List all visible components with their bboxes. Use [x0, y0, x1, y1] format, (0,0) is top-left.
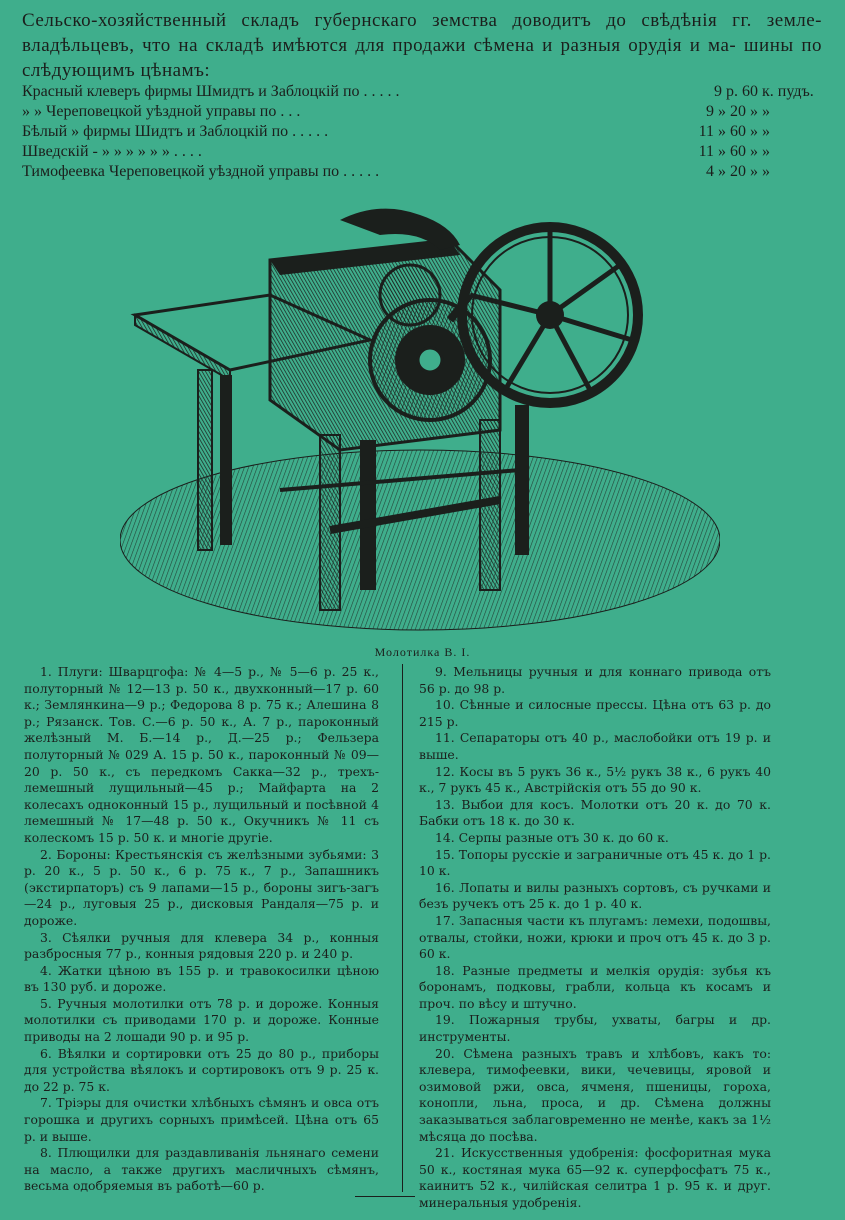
catalog-item: 6. Вѣялки и сортировки отъ 25 до 80 р., приборы для устройства вѣялокъ и сортировокъ отъ 9 р. 25 к. до 22 р. 75 к.	[24, 1045, 379, 1094]
catalog-item: 3. Сѣялки ручныя для клевера 34 р., конныя разбросныя 77 р., конныя рядовыя 220 р. и 240 р.	[24, 929, 379, 962]
catalog-item: 10. Сѣнные и силосные прессы. Цѣна отъ 63 р. до 215 р.	[419, 697, 771, 729]
illustration-caption: Молотилка В. І.	[374, 645, 471, 659]
price-item-amount: 11 » 60 »	[698, 143, 758, 160]
price-row	[22, 162, 822, 182]
price-row	[22, 102, 822, 122]
price-item-name: Шведскій - » » » » » » . . . .	[22, 143, 202, 160]
threshing-machine-illustration	[120, 200, 720, 640]
price-item-name: Красный клеверъ фирмы Шмидтъ и Заблоцкій по . . . . .	[22, 83, 400, 100]
price-item-amount: 9 р. 60	[714, 83, 758, 100]
price-item-unit: к. пудъ.	[762, 83, 814, 100]
price-item-amount: 4 » 20 »	[706, 163, 758, 180]
price-row	[22, 82, 822, 102]
catalog-item: 7. Тріэры для очистки хлѣбныхъ сѣмянъ и овса отъ горошка и другихъ сорныхъ примѣсей. Цѣна отъ 65 р. и выше.	[24, 1095, 379, 1144]
bottom-ornament	[355, 1196, 415, 1197]
catalog-item: 21. Искусственныя удобренія: фосфоритная мука 50 к., костяная мука 65—92 к. суперфосфатъ 75 к., каинитъ 52 к., чилійская селитра 1 р. 95 к. и друг. минеральныя удобренія.	[419, 1145, 771, 1210]
catalog-item: 19. Пожарныя трубы, ухваты, багры и др. инструменты.	[419, 1012, 771, 1045]
price-item-name: Тимофеевка Череповецкой уѣздной управы по . . . . .	[22, 163, 380, 180]
price-item-amount: 9 » 20 »	[706, 103, 758, 120]
catalog-item: 11. Сепараторы отъ 40 р., маслобойки отъ 19 р. и выше.	[419, 730, 771, 762]
left-column	[24, 664, 379, 1195]
catalog-item: 13. Выбои для косъ. Молотки отъ 20 к. до 70 к. Бабки отъ 18 к. до 30 к.	[419, 796, 771, 829]
price-item-name: » » Череповецкой уѣздной управы по . . .	[22, 103, 301, 120]
threshing-machine-icon	[120, 200, 720, 640]
price-item-unit: »	[762, 123, 770, 140]
catalog-item: 8. Плющилки для раздавливанія льнянаго семени на масло, а также другихъ масличныхъ сѣмянъ, весьма одобряемыя въ работѣ—60 р.	[24, 1145, 379, 1194]
price-row	[22, 122, 822, 142]
column-divider	[402, 664, 403, 1192]
price-item-name: Бѣлый » фирмы Шидтъ и Заблоцкій по . . . . .	[22, 123, 329, 140]
catalog-item: 18. Разные предметы и мелкія орудія: зубья къ боронамъ, подковы, грабли, кольца къ косамъ и проч. по вѣсу и штучно.	[419, 962, 771, 1011]
catalog-item: 15. Топоры русскіе и заграничные отъ 45 к. до 1 р. 10 к.	[419, 846, 771, 879]
price-item-unit: »	[762, 103, 770, 120]
catalog-item: 16. Лопаты и вилы разныхъ сортовъ, съ ручками и безъ ручекъ отъ 25 к. до 1 р. 40 к.	[419, 879, 771, 912]
price-item-unit: »	[762, 163, 770, 180]
seed-price-list	[22, 82, 822, 182]
price-item-amount: 11 » 60 »	[698, 123, 758, 140]
catalog-item: 20. Сѣмена разныхъ травъ и хлѣбовъ, какъ то: клевера, тимофеевки, вики, чечевицы, яровой и озимовой ржи, овса, ячменя, пшеницы, гороха, конопли, льна, проса, и др. Сѣмена должны заказываться заблаговременно не менѣе, какъ за 1½ мѣсяца до посѣва.	[419, 1045, 771, 1144]
catalog-item: 12. Косы въ 5 рукъ 36 к., 5½ рукъ 38 к., 6 рукъ 40 к., 7 рукъ 45 к., Австрійскія отъ 55 до 90 к.	[419, 763, 771, 796]
catalog-item: 9. Мельницы ручныя и для коннаго привода отъ 56 р. до 98 р.	[419, 664, 771, 696]
catalog-item: 2. Бороны: Крестьянскія съ желѣзными зубьями: 3 р. 20 к., 5 р. 50 к., 6 р. 75 к., 7 р., Запашникъ (экстирпаторъ) съ 9 лапами—15 р., бороны зигъ-загъ—24 р., луговыя 25 р., дисковыя Рандаля—75 р. и дороже.	[24, 846, 379, 928]
catalog-item: 17. Запасныя части къ плугамъ: лемехи, подошвы, отвалы, стойки, ножи, крюки и проч отъ 45 к. до 3 р. 60 к.	[419, 912, 771, 962]
catalog-item: 5. Ручныя молотилки отъ 78 р. и дороже. Конныя молотилки съ приводами 170 р. и дороже. Конные приводы на 2 лошади 90 р. и 95 р.	[24, 995, 379, 1045]
catalog-item: 1. Плуги: Шварцгофа: № 4—5 р., № 5—6 р. 25 к., полуторный № 12—13 р. 50 к., двухконный—17 р. 60 к.; Землянкина—9 р.; Федорова 8 р. 75 к.; Алешина 8 р.; Рязанск. Тов. С.—6 р. 50 к., А. 7 р., пароконный желѣзный М. Б.—14 р., Д.—25 р.; Фельзера полуторный № 029 А. 15 р. 50 к., пароконный № 09—20 р. 50 к., съ передкомъ Сакка—32 р., трехъ-лемешный лущильный—45 р.; Майфарта на 2 колесахъ одноконный 15 р., лущильный и посѣвной 4 лемешный № 17—48 р. 50 к., Окучникъ № 11 съ колескомъ 15 р. 50 к. и многіе другіе.	[24, 664, 379, 845]
catalog-item: 4. Жатки цѣною въ 155 р. и травокосилки цѣною въ 130 руб. и дороже.	[24, 962, 379, 995]
price-item-unit: »	[762, 143, 770, 160]
catalog-item: 14. Серпы разные отъ 30 к. до 60 к.	[435, 829, 669, 845]
announcement-header: Сельско-хозяйственный складъ губернскаго земства доводитъ до свѣдѣнія гг. земле- владѣльцевъ, что на складѣ имѣются для продажи сѣмена и разныя орудія и ма- шины по слѣдующимъ цѣнамъ:	[22, 10, 822, 81]
price-row	[22, 142, 822, 162]
right-column	[419, 664, 771, 1212]
